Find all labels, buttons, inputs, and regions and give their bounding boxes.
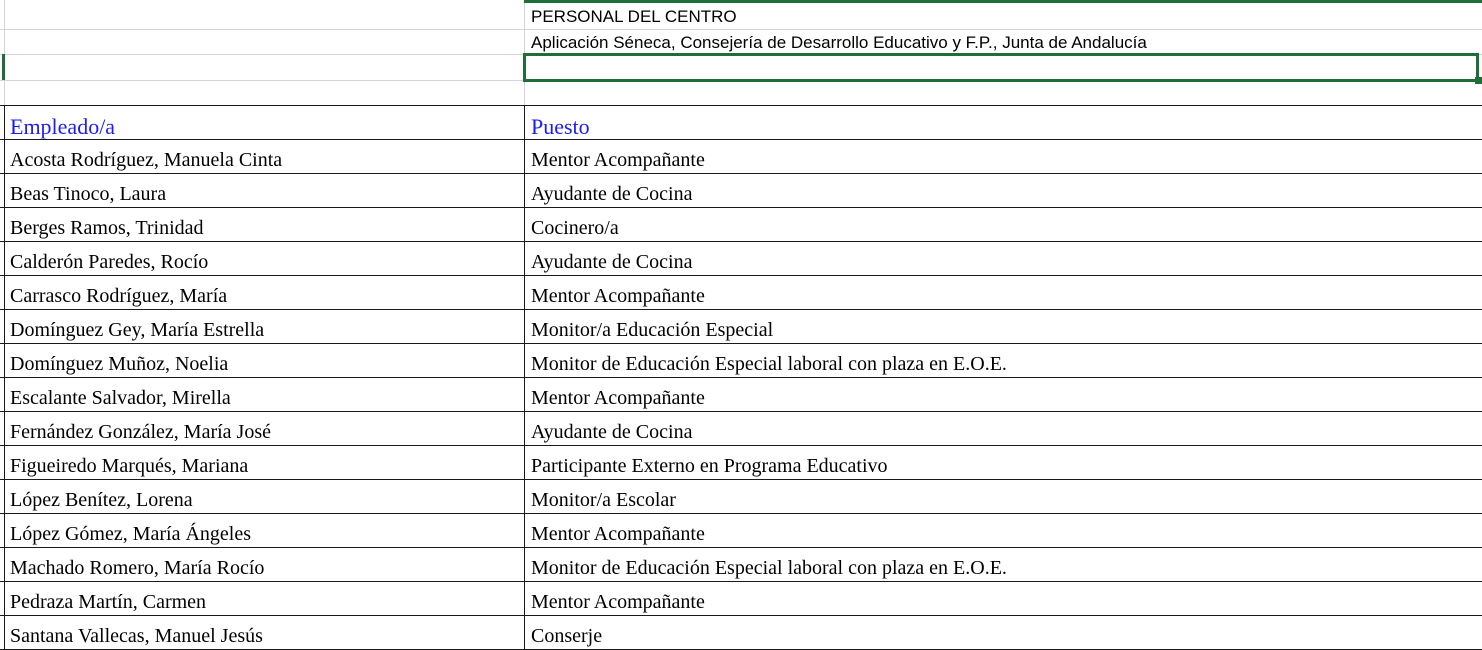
cell-employee[interactable]: Machado Romero, María Rocío [10,557,265,579]
cell-employee[interactable]: Santana Vallecas, Manuel Jesús [10,625,263,647]
cell-position[interactable]: Participante Externo en Programa Educativo [531,455,888,477]
column-header-position[interactable]: Puesto [531,114,590,139]
table-column-divider [524,106,525,650]
cell-position[interactable]: Mentor Acompañante [531,591,705,613]
column-gridline [4,0,5,106]
cell-position[interactable]: Mentor Acompañante [531,523,705,545]
cell-employee[interactable]: Pedraza Martín, Carmen [10,591,207,613]
table-border-top [0,105,1482,106]
column-header-employee[interactable]: Empleado/a [10,114,116,139]
cell-employee[interactable]: Domínguez Muñoz, Noelia [10,353,229,375]
cell-position[interactable]: Monitor de Educación Especial laboral con plaza en E.O.E. [531,557,1007,579]
cell-position[interactable]: Monitor/a Educación Especial [531,319,774,341]
table-border-left [4,106,5,650]
cell-position[interactable]: Ayudante de Cocina [531,183,693,205]
cell-position[interactable]: Ayudante de Cocina [531,251,693,273]
cell-employee[interactable]: Berges Ramos, Trinidad [10,217,204,239]
cell-employee[interactable]: Escalante Salvador, Mirella [10,387,231,409]
cell-position[interactable]: Monitor de Educación Especial laboral con plaza en E.O.E. [531,353,1007,375]
cell-position[interactable]: Cocinero/a [531,217,619,239]
cell-employee[interactable]: Calderón Paredes, Rocío [10,251,209,273]
sheet-subtitle[interactable]: Aplicación Séneca, Consejería de Desarrollo Educativo y F.P., Junta de Andalucía [531,33,1147,52]
selected-cell[interactable] [523,53,1479,82]
cell-position[interactable]: Mentor Acompañante [531,285,705,307]
cell-employee[interactable]: Figueiredo Marqués, Mariana [10,455,249,477]
cell-employee[interactable]: López Gómez, María Ángeles [10,523,252,545]
cell-position[interactable]: Monitor/a Escolar [531,489,676,511]
cell-employee[interactable]: Domínguez Gey, María Estrella [10,319,265,341]
row-selection-indicator [2,54,5,80]
cell-position[interactable]: Mentor Acompañante [531,387,705,409]
cell-employee[interactable]: López Benítez, Lorena [10,489,193,511]
cell-position[interactable]: Mentor Acompañante [531,149,705,171]
cell-employee[interactable]: Fernández González, María José [10,421,271,443]
cell-employee[interactable]: Beas Tinoco, Laura [10,183,167,205]
cell-position[interactable]: Ayudante de Cocina [531,421,693,443]
cell-employee[interactable]: Acosta Rodríguez, Manuela Cinta [10,149,283,171]
column-selection-indicator [524,0,1482,3]
cell-position[interactable]: Conserje [531,625,603,647]
fill-handle[interactable] [1475,77,1482,84]
cell-employee[interactable]: Carrasco Rodríguez, María [10,285,228,307]
sheet-title[interactable]: PERSONAL DEL CENTRO [531,7,737,26]
